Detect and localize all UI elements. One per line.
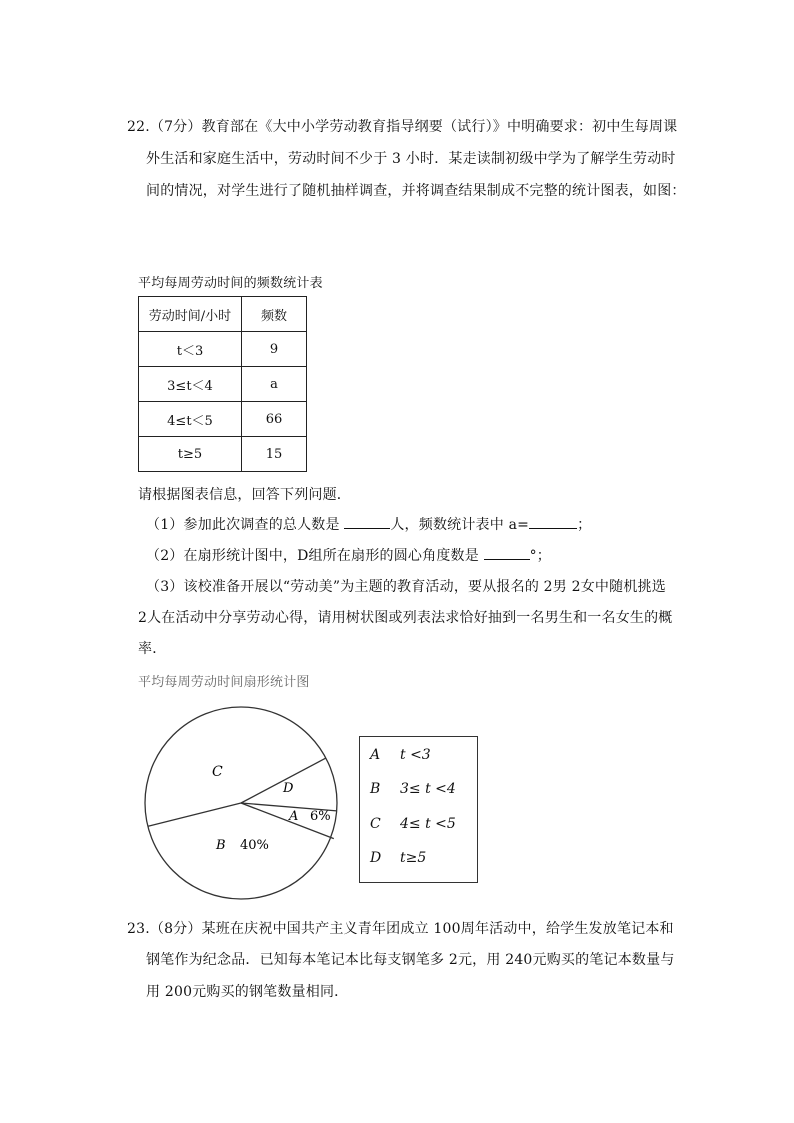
pie-label-c: C <box>212 764 223 780</box>
table-header-time: 劳动时间/小时 <box>139 297 242 332</box>
question-1-text-a: （1）参加此次调查的总人数是 <box>146 517 345 533</box>
table-cell-range: t≥5 <box>139 437 242 472</box>
pie-chart-title: 平均每周劳动时间扇形统计图 <box>138 675 310 690</box>
question-2-text-a: （2）在扇形统计图中，D组所在扇形的圆心角度数是 <box>146 548 484 564</box>
table-header-count: 频数 <box>242 297 307 332</box>
table-cell-range: t＜3 <box>139 332 242 367</box>
pie-chart <box>140 700 350 906</box>
legend-item <box>370 747 431 763</box>
question-2 <box>146 545 551 565</box>
pie-label-b: B <box>216 838 226 853</box>
table-title: 平均每周劳动时间的频数统计表 <box>138 276 323 291</box>
question-3-line-2: 2人在活动中分享劳动心得，请用树状图或列表法求恰好抽到一名男生和一名女生的概 <box>138 610 673 626</box>
legend-range: t≥5 <box>400 850 427 866</box>
pie-legend <box>359 736 478 883</box>
question-3-line-1: （3）该校准备开展以“劳动美”为主题的教育活动，要从报名的 2男 2女中随机挑选 <box>146 579 666 595</box>
table-row <box>139 367 307 402</box>
table-cell-count: 9 <box>242 332 307 367</box>
legend-key: B <box>370 781 381 797</box>
question-1-text-c: ； <box>577 517 592 533</box>
table-cell-range: 4≤t＜5 <box>139 402 242 437</box>
q23-line-1: 23.（8分）某班在庆祝中国共产主义青年团成立 100周年活动中，给学生发放笔记本和 <box>127 921 674 937</box>
questions-intro: 请根据图表信息，回答下列问题． <box>138 487 351 503</box>
answer-blank-angle <box>484 545 530 560</box>
table-row <box>139 402 307 437</box>
q23-line-3: 用 200元购买的钢笔数量相同． <box>146 984 349 1000</box>
table-cell-count: a <box>242 367 307 402</box>
legend-item <box>370 781 456 797</box>
table-header-row <box>139 297 307 332</box>
pie-label-a: A <box>289 809 299 824</box>
q22-line-1: 22.（7分）教育部在《大中小学劳动教育指导纲要（试行）》中明确要求：初中生每周课 <box>127 119 678 135</box>
question-1-text-b: 人，频数统计表中 a= <box>390 517 530 533</box>
frequency-table <box>138 296 307 472</box>
q22-line-3: 间的情况，对学生进行了随机抽样调查，并将调查结果制成不完整的统计图表，如图： <box>146 183 686 199</box>
legend-range: t <3 <box>400 747 431 763</box>
pie-label-b-percent: 40% <box>240 838 269 853</box>
table-row <box>139 332 307 367</box>
table-cell-count: 66 <box>242 402 307 437</box>
question-2-text-b: °； <box>529 548 551 564</box>
table-row <box>139 437 307 472</box>
answer-blank-total <box>344 514 390 529</box>
legend-key: D <box>370 850 382 866</box>
table-cell-range: 3≤t＜4 <box>139 367 242 402</box>
legend-range: 3≤ t <4 <box>400 781 456 797</box>
q23-line-2: 钢笔作为纪念品．已知每本笔记本比每支钢笔多 2元，用 240元购买的笔记本数量与 <box>146 952 675 968</box>
question-3-line-3: 率． <box>138 641 167 657</box>
legend-key: C <box>370 816 381 832</box>
legend-key: A <box>370 747 381 763</box>
legend-range: 4≤ t <5 <box>400 816 456 832</box>
legend-item <box>370 816 456 832</box>
pie-label-a-percent: 6% <box>310 809 331 824</box>
table-cell-count: 15 <box>242 437 307 472</box>
legend-item <box>370 850 426 866</box>
question-1 <box>146 514 591 534</box>
q22-line-2: 外生活和家庭生活中，劳动时间不少于 3 小时．某走读制初级中学为了解学生劳动时 <box>146 151 676 167</box>
answer-blank-a <box>529 514 577 529</box>
pie-label-d: D <box>283 781 294 796</box>
